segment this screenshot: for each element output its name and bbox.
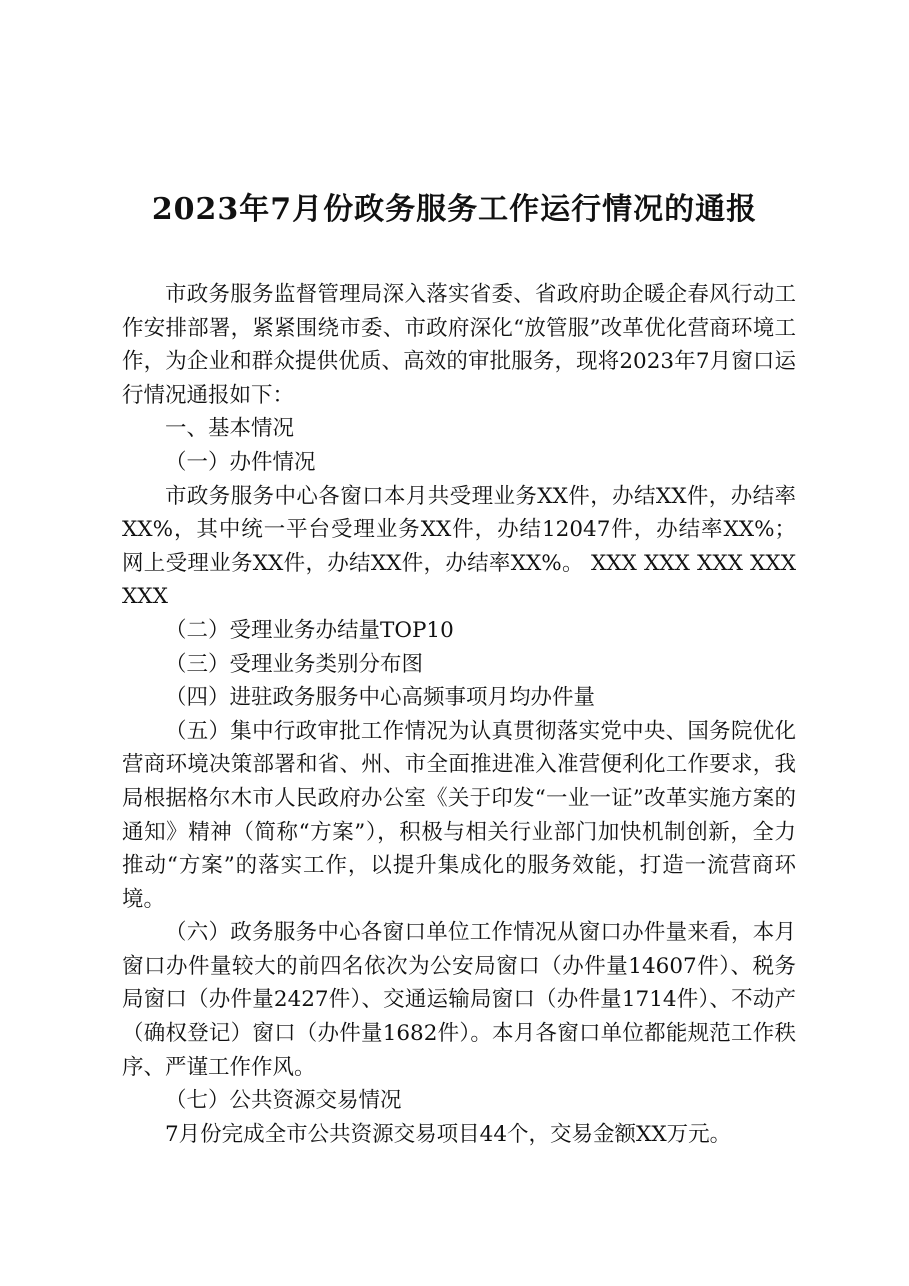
case-handling-paragraph: 市政务服务中心各窗口本月共受理业务XX件，办结XX件，办结率XX%，其中统一平台受理业务XX件，办结12047件，办结率XX%；网上受理业务XX件，办结XX件，办结率XX%。 XXX XXX XXX XXX XXX — [122, 483, 796, 610]
document-body — [122, 278, 796, 1151]
subsection-heading-category-distribution: （三）受理业务类别分布图 — [165, 651, 424, 677]
subsection-heading-public-resources: （七）公共资源交易情况 — [165, 1088, 402, 1114]
intro-paragraph: 市政务服务监督管理局深入落实省委、省政府助企暖企春风行动工作安排部署，紧紧围绕市委、市政府深化“放管服”改革优化营商环境工作，为企业和群众提供优质、高效的审批服务，现将2023年7月窗口运行情况通报如下： — [122, 282, 796, 408]
subsection-heading-high-frequency-items: （四）进驻政务服务中心高频事项月均办件量 — [165, 685, 596, 711]
centralized-approval-paragraph: （五）集中行政审批工作情况为认真贯彻落实党中央、国务院优化营商环境决策部署和省、州、市全面推进准入准营便利化工作要求，我局根据格尔木市人民政府办公室《关于印发“一业一证”改革实施方案的通知》精神（简称“方案”），积极与相关行业部门加快机制创新，全力推动“方案”的落实工作，以提升集成化的服务效能，打造一流营商环境。 — [122, 718, 796, 912]
document-title: 2023年7月份政务服务工作运行情况的通报 — [151, 192, 758, 227]
section-heading-basic-situation: 一、基本情况 — [165, 416, 295, 442]
public-resources-paragraph: 7月份完成全市公共资源交易项目44个，交易金额XX万元。 — [165, 1121, 732, 1147]
window-units-paragraph: （六）政务服务中心各窗口单位工作情况从窗口办件量来看，本月窗口办件量较大的前四名依次为公安局窗口（办件量14607件）、税务局窗口（办件量2427件）、交通运输局窗口（办件量1714件）、不动产（确权登记）窗口（办件量1682件）。本月各窗口单位都能规范工作秩序、严谨工作作风。 — [122, 920, 796, 1080]
subsection-heading-top10: （二）受理业务办结量TOP10 — [165, 617, 454, 643]
subsection-heading-case-handling: （一）办件情况 — [165, 449, 316, 475]
